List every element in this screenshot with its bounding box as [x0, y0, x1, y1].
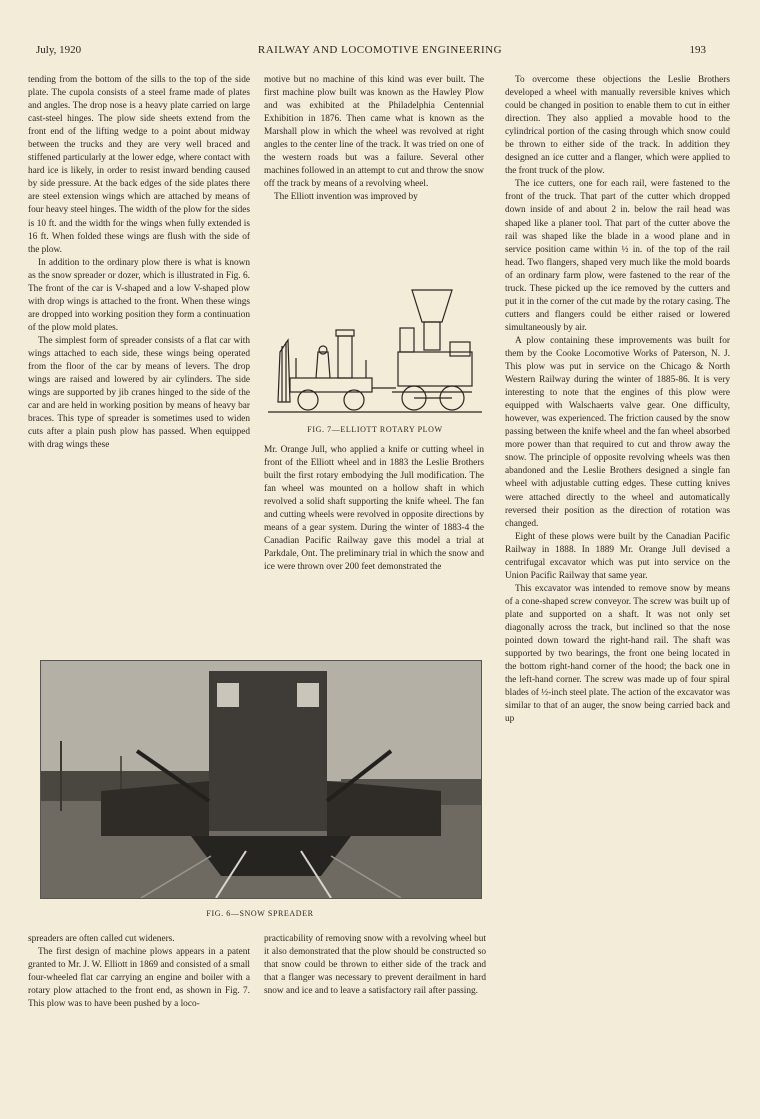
column-2-top — [264, 74, 484, 269]
elliott-rotary-plow-illustration — [266, 282, 484, 420]
paragraph: The simplest form of spreader consists of a flat car with wings attached to each side, these wings being operated from the floor of the car by means of levers. The drop wings are raised and lowered by air cylinders. The side wings are supported by jib cranes hinged to the side of the car and are held in working position by means of heavy bar braces. This type of spreader is sometimes used to widen cuts after a plain push plow has passed. When equipped with drag wings these — [28, 335, 250, 451]
paragraph: Eight of these plows were built by the Canadian Pacific Railway in 1888. In 1889 Mr. Orange Jull devised a centrifugal excavator which was put into service on the Union Pacific Railway that same year. — [505, 531, 730, 581]
snow-spreader-photo — [40, 660, 482, 899]
bottom-column-2 — [264, 933, 486, 1053]
column-1 — [28, 74, 250, 640]
paragraph: tending from the bottom of the sills to the top of the side plate. The cupola consists of a steel frame made of plates and angles. The drop nose is a heavy plate carried on large cast-steel hinges. The plow side sheets extend from the front end of the lifting wedge to a point about midway between the trucks and they are very well braced and stiffened particularly at the lower edge, where contact with hard ice is likely, in order to resist inward bending caused by side pressure. At the back edges of the side plates there are steel extension wings which are attached by means of four heavy steel hinges. The width of the plow for the sides is 10 ft. and the width for the wings when fully extended is 16 ft. When folded these wings are flush with the side of the plow. — [28, 75, 250, 255]
paragraph: To overcome these objections the Leslie Brothers developed a wheel with manually reversible knives which could be changed in position to enable them to cut in either direction. They also applied a movable hood to the cylindrical portion of the casing through which snow could be thrown to either side of the track. In addition they designed an ice cutter and a flanger, which were applied to the front truck of the plow. — [505, 75, 730, 177]
paragraph: Mr. Orange Jull, who applied a knife or cutting wheel in front of the Elliott wheel and in 1883 the Leslie Brothers built the first rotary embodying the Jull modification. The fan wheel was mounted on a hollow shaft in which revolved a solid shaft supporting the knife wheel. The fan and cutting wheels were revolved in opposite directions by means of a gear system. During the winter of 1883-4 the Canadian Pacific Railway gave this model a trial at Parkdale, Ont. The preliminary trial in which the snow and ice were thrown over 200 feet demonstrated the — [264, 445, 484, 573]
paragraph: practicability of removing snow with a revolving wheel but it also demonstrated that the plow should be constructed so that snow could be thrown to either side of the track and that a flanger was necessary to prevent derailment in hard snow and ice and to leave a satisfactory rail after passing. — [264, 934, 486, 997]
header-date: July, 1920 — [36, 44, 82, 56]
paragraph: motive but no machine of this kind was ever built. The first machine plow built was known as the Hawley Plow and was exhibited at the Philadelphia Centennial Exhibition in 1876. Then came what is known as the Marshall plow in which the wheel was revolved at right angles to the center line of the track. It was tried on one of the western roads but was a failure. Several other machines followed in an attempt to cut and throw the snow off the track by means of a revolving wheel. — [264, 75, 484, 190]
figure-6-caption: FIG. 6—SNOW SPREADER — [206, 909, 314, 918]
paragraph: This excavator was intended to remove snow by means of a cone-shaped screw conveyor. The screw was built up of plate and supported on a shaft. It was not only set diagonally across the track, but inclined so that the nose pointed down toward the right-hand rail. The shaft was supported by two bearings, the front one being located in the bottom right-hand corner of the hood; the back one in the left-hand corner. The screw was made up of four spiral blades of ½-inch steel plate. The action of the excavator was similar to that of an auger, the snow being carried back and up — [505, 583, 730, 725]
paragraph: The first design of machine plows appears in a patent granted to Mr. J. W. Elliott in 1869 and consisted of a small four-wheeled flat car carrying an engine and boiler with a rotary plow attached to the front end, as shown in Fig. 7. This plow was to have been pushed by a loco- — [28, 947, 250, 1010]
paragraph: spreaders are often called cut wideners. — [28, 934, 175, 944]
paragraph: The ice cutters, one for each rail, were fastened to the front of the truck. That part of the cutter which dropped down inside of and about 2 in. below the rail head was shaped like a planer tool. That part of the cutter above the rail was shaped like the blade in a wood plane and in service position came within ½ in. of the top of the rail head. Two flangers, shaped very much like the mold boards of an ordinary farm plow, were fastened to the rear of the truck. These picked up the ice removed by the cutters and put it in the corner of the cut made by the rotary casing. The cutters and flangers could be either raised or lowered simultaneously by air. — [505, 179, 730, 333]
bottom-column-1 — [28, 933, 250, 1053]
paragraph: The Elliott invention was improved by — [274, 192, 418, 203]
figure-7-caption: FIG. 7—ELLIOTT ROTARY PLOW — [307, 425, 443, 434]
header-title: RAILWAY AND LOCOMOTIVE ENGINEERING — [257, 44, 503, 56]
column-3 — [505, 74, 730, 1054]
paragraph: In addition to the ordinary plow there is what is known as the snow spreader or dozer, which is illustrated in Fig. 6. The front of the car is V-shaped and a low V-shaped plow with drop wings is attached to the front. When these wings are dropped into working position they form a continuation of the plow mold plates. — [28, 257, 250, 333]
header-page-number: 193 — [689, 44, 706, 56]
paragraph: A plow containing these improvements was built for them by the Cooke Locomotive Works of Paterson, N. J. This plow was put in service on the Chicago & North Western Railway during the winter of 1885-86. It is very interesting to note that the engines of this plow were equipped with Walschaerts valve gear. One difficulty, however, was experienced. The friction caused by the snow passing between the knife wheel and the fan wheel absorbed more power than that required to cut and throw away the snow. The principle of opposite revolving wheels was then abandoned and the Leslie Brothers designed a single fan wheel with adjustable cutting edges. These cutting knives were attached directly to the wheel and automatically reversed their position as the direction of rotation was changed. — [505, 335, 730, 529]
column-2-bottom — [264, 444, 484, 640]
